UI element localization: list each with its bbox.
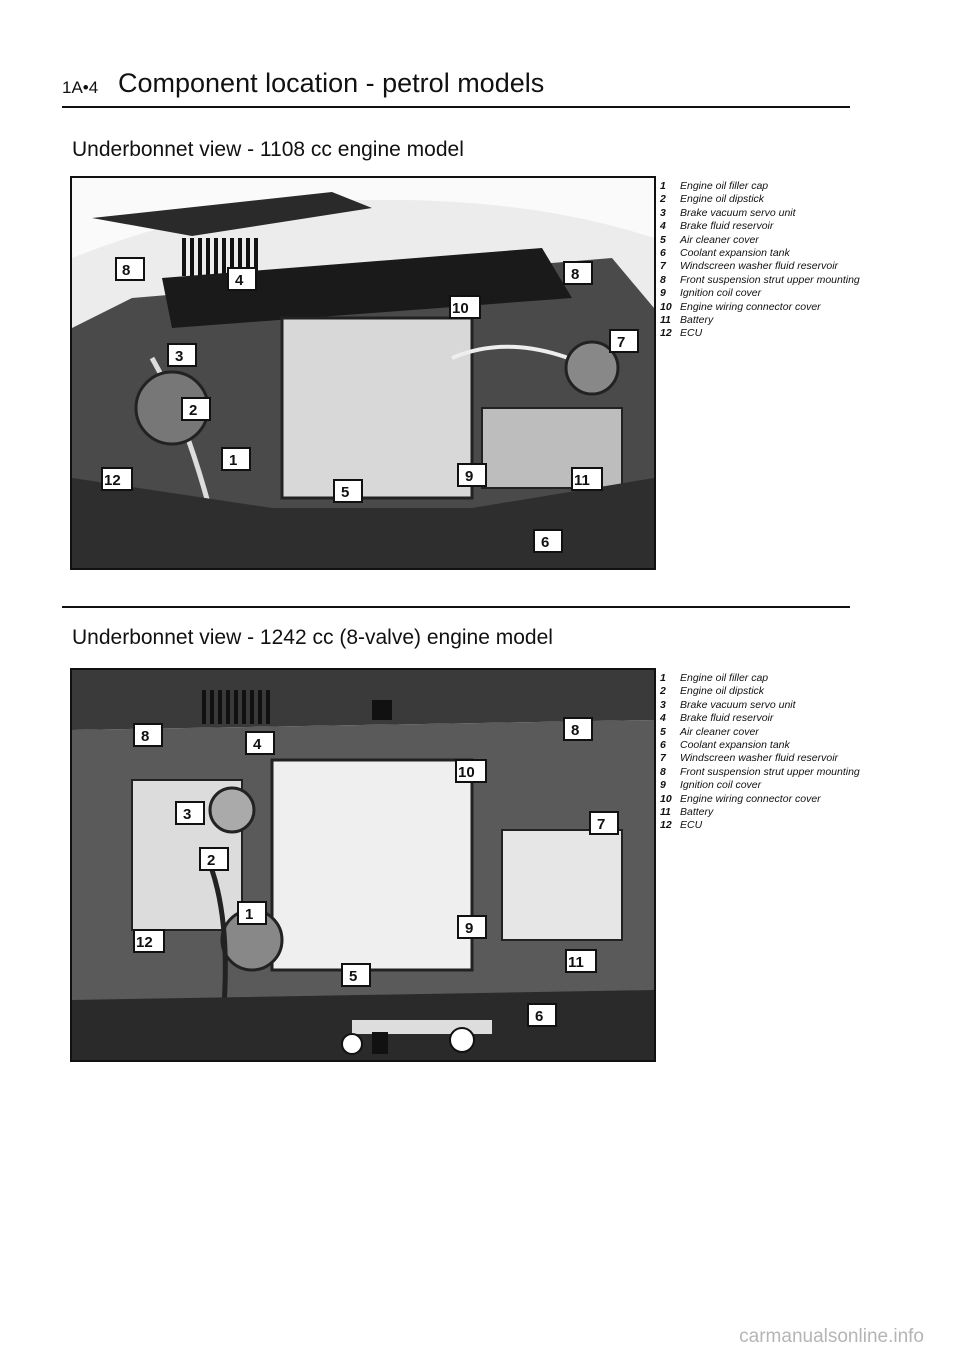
engine-bay-illustration-2: [72, 670, 654, 1060]
callout-12: [102, 468, 132, 490]
svg-text:7: 7: [617, 334, 626, 351]
svg-text:11: 11: [574, 472, 590, 489]
legend-item: 10 Engine wiring connector cover: [660, 792, 821, 805]
svg-text:12: 12: [136, 934, 153, 951]
legend-item: 8 Front suspension strut upper mounting: [660, 765, 860, 778]
callout-8-right: [564, 718, 592, 740]
engine-bay-illustration-1: [72, 178, 654, 568]
section-divider: [62, 606, 850, 608]
svg-text:9: 9: [465, 920, 474, 937]
svg-text:5: 5: [341, 484, 350, 501]
callout-11: [566, 950, 596, 972]
engine-photo-1108cc: [70, 176, 656, 570]
svg-text:2: 2: [207, 852, 216, 869]
svg-text:6: 6: [541, 534, 550, 551]
svg-text:10: 10: [452, 300, 469, 317]
section2-title: Underbonnet view - 1242 cc (8-valve) engine model: [72, 626, 553, 649]
legend-1108cc: [660, 180, 860, 341]
page-title: Component location - petrol models: [118, 68, 545, 98]
callout-5: [342, 964, 370, 986]
svg-text:7: 7: [597, 816, 606, 833]
legend-item: 8 Front suspension strut upper mounting: [660, 273, 860, 286]
callout-9: [458, 916, 486, 938]
legend-item: 2 Engine oil dipstick: [660, 685, 765, 698]
legend-item: 1 Engine oil filler cap: [660, 672, 769, 684]
callout-6: [528, 1004, 556, 1026]
legend-item: 6 Coolant expansion tank: [660, 739, 790, 752]
legend-item: 5 Air cleaner cover: [660, 725, 759, 738]
svg-text:8: 8: [571, 266, 580, 283]
legend-item: 12 ECU: [660, 819, 703, 832]
legend-item: 5 Air cleaner cover: [660, 233, 759, 246]
svg-text:9: 9: [465, 468, 474, 485]
legend-item: 7 Windscreen washer fluid reservoir: [660, 752, 839, 765]
callout-10: [450, 296, 480, 318]
svg-text:6: 6: [535, 1008, 544, 1025]
svg-text:8: 8: [571, 722, 580, 739]
callout-3: [168, 344, 196, 366]
svg-text:3: 3: [175, 348, 184, 365]
svg-text:4: 4: [253, 736, 262, 753]
page-header: [62, 66, 850, 108]
svg-text:10: 10: [458, 764, 475, 781]
legend-item: 10 Engine wiring connector cover: [660, 300, 821, 313]
svg-text:3: 3: [183, 806, 192, 823]
svg-text:5: 5: [349, 968, 358, 985]
callout-6: [534, 530, 562, 552]
callout-11: [572, 468, 602, 490]
svg-text:11: 11: [568, 954, 584, 971]
legend-item: 3 Brake vacuum servo unit: [660, 698, 796, 711]
callout-2: [200, 848, 228, 870]
svg-text:12: 12: [104, 472, 121, 489]
callout-4: [246, 732, 274, 754]
legend-item: 6 Coolant expansion tank: [660, 247, 790, 260]
svg-text:1: 1: [229, 452, 238, 469]
svg-text:2: 2: [189, 402, 198, 419]
legend-item: 4 Brake fluid reservoir: [660, 712, 774, 725]
legend-item: 9 Ignition coil cover: [660, 287, 762, 300]
callout-7: [590, 812, 618, 834]
callout-8-left: [134, 724, 162, 746]
engine-photo-1242cc: [70, 668, 656, 1062]
callout-7: [610, 330, 638, 352]
svg-text:1: 1: [245, 906, 254, 923]
legend-1242cc: [660, 672, 860, 833]
svg-text:8: 8: [141, 728, 150, 745]
callout-1: [238, 902, 266, 924]
callout-8-left: [116, 258, 144, 280]
section1-title: Underbonnet view - 1108 cc engine model: [72, 138, 464, 161]
callout-3: [176, 802, 204, 824]
callout-5: [334, 480, 362, 502]
legend-item: 2 Engine oil dipstick: [660, 193, 765, 206]
callout-8-right: [564, 262, 592, 284]
legend-item: 11 Battery: [660, 314, 714, 327]
legend-item: 3 Brake vacuum servo unit: [660, 206, 796, 219]
legend-item: 1 Engine oil filler cap: [660, 180, 769, 192]
callout-9: [458, 464, 486, 486]
callout-12: [134, 930, 164, 952]
svg-text:8: 8: [122, 262, 131, 279]
callout-2: [182, 398, 210, 420]
callout-4: [228, 268, 256, 290]
legend-item: 11 Battery: [660, 806, 714, 819]
legend-item: 9 Ignition coil cover: [660, 779, 762, 792]
legend-item: 4 Brake fluid reservoir: [660, 220, 774, 233]
watermark: carmanualsonline.info: [739, 1326, 924, 1347]
legend-item: 12 ECU: [660, 327, 703, 340]
legend-item: 7 Windscreen washer fluid reservoir: [660, 260, 839, 273]
callout-1: [222, 448, 250, 470]
callout-10: [456, 760, 486, 782]
page-reference: 1A•4: [62, 78, 99, 97]
svg-text:4: 4: [235, 272, 244, 289]
